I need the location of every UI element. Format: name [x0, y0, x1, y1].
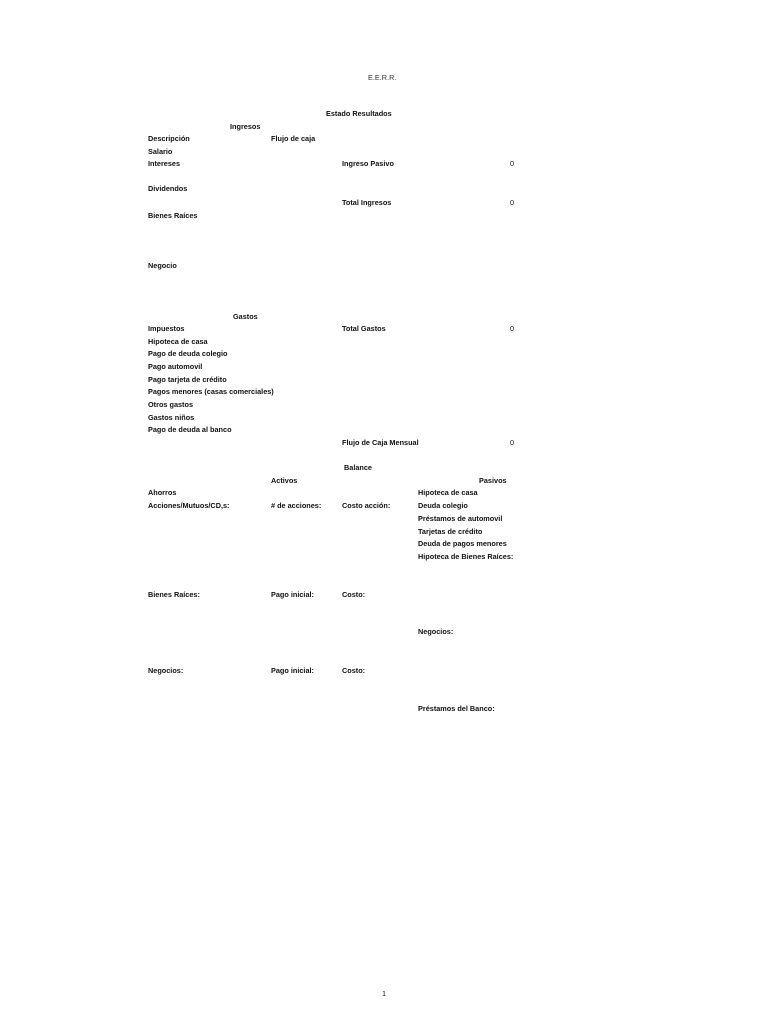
pasivo-negocios: Negocios: [418, 627, 454, 636]
gasto-item-impuestos: Impuestos [148, 324, 185, 333]
pasivos-heading: Pasivos [479, 476, 507, 485]
pasivo-item-hipoteca-casa: Hipoteca de casa [418, 488, 478, 497]
gasto-item-pagos-menores: Pagos menores (casas comerciales) [148, 387, 274, 396]
ingreso-item-negocio: Negocio [148, 261, 177, 270]
gasto-item-deuda-colegio: Pago de deuda colegio [148, 349, 228, 358]
gasto-item-tarjeta-credito: Pago tarjeta de crédito [148, 375, 227, 384]
ingreso-pasivo-label: Ingreso Pasivo [342, 159, 394, 168]
gasto-item-otros-gastos: Otros gastos [148, 400, 194, 409]
pasivo-item-deuda-colegio: Deuda colegio [418, 501, 468, 510]
activo-negocios: Negocios: [148, 666, 184, 675]
ingresos-heading: Ingresos [230, 122, 261, 131]
activo-acciones: Acciones/Mutuos/CD,s: [148, 501, 230, 510]
pasivo-item-prestamos-automovil: Préstamos de automovil [418, 514, 503, 523]
total-ingresos-label: Total Ingresos [342, 198, 392, 207]
flujo-mensual-value: 0 [510, 438, 515, 447]
gasto-item-hipoteca-casa: Hipoteca de casa [148, 337, 208, 346]
bienes-raices-costo: Costo: [342, 590, 366, 599]
page-title: E.E.R.R. [368, 73, 397, 82]
pasivo-item-hipoteca-bienes-raices: Hipoteca de Bienes Raíces: [418, 552, 514, 561]
bienes-raices-pago-inicial: Pago inicial: [271, 590, 314, 599]
negocios-pago-inicial: Pago inicial: [271, 666, 314, 675]
total-gastos-value: 0 [510, 324, 515, 333]
pasivo-prestamos-banco: Préstamos del Banco: [418, 704, 495, 713]
gasto-item-gastos-ninos: Gastos niños [148, 413, 195, 422]
total-gastos-label: Total Gastos [342, 324, 386, 333]
ingreso-item-salario: Salario [148, 147, 173, 156]
descripcion-column-header: Descripción [148, 134, 190, 143]
negocios-costo: Costo: [342, 666, 366, 675]
ingreso-item-intereses: Intereses [148, 159, 181, 168]
activo-ahorros: Ahorros [148, 488, 177, 497]
total-ingresos-value: 0 [510, 198, 515, 207]
ingreso-item-dividendos: Dividendos [148, 184, 188, 193]
costo-accion-label: Costo acción: [342, 501, 391, 510]
activos-heading: Activos [271, 476, 298, 485]
page-number: 1 [382, 989, 387, 998]
activo-bienes-raices: Bienes Raíces: [148, 590, 200, 599]
gasto-item-deuda-banco: Pago de deuda al banco [148, 425, 232, 434]
flujo-mensual-label: Flujo de Caja Mensual [342, 438, 419, 447]
num-acciones-label: # de acciones: [271, 501, 322, 510]
flujo-caja-column-header: Flujo de caja [271, 134, 316, 143]
gastos-heading: Gastos [233, 312, 258, 321]
estado-resultados-heading: Estado Resultados [326, 109, 392, 118]
ingreso-pasivo-value: 0 [510, 159, 515, 168]
gasto-item-pago-automovil: Pago automovil [148, 362, 203, 371]
balance-heading: Balance [344, 463, 372, 472]
pasivo-item-tarjetas-credito: Tarjetas de crédito [418, 527, 483, 536]
ingreso-item-bienes-raices: Bienes Raíces [148, 211, 198, 220]
pasivo-item-pagos-menores: Deuda de pagos menores [418, 539, 507, 548]
